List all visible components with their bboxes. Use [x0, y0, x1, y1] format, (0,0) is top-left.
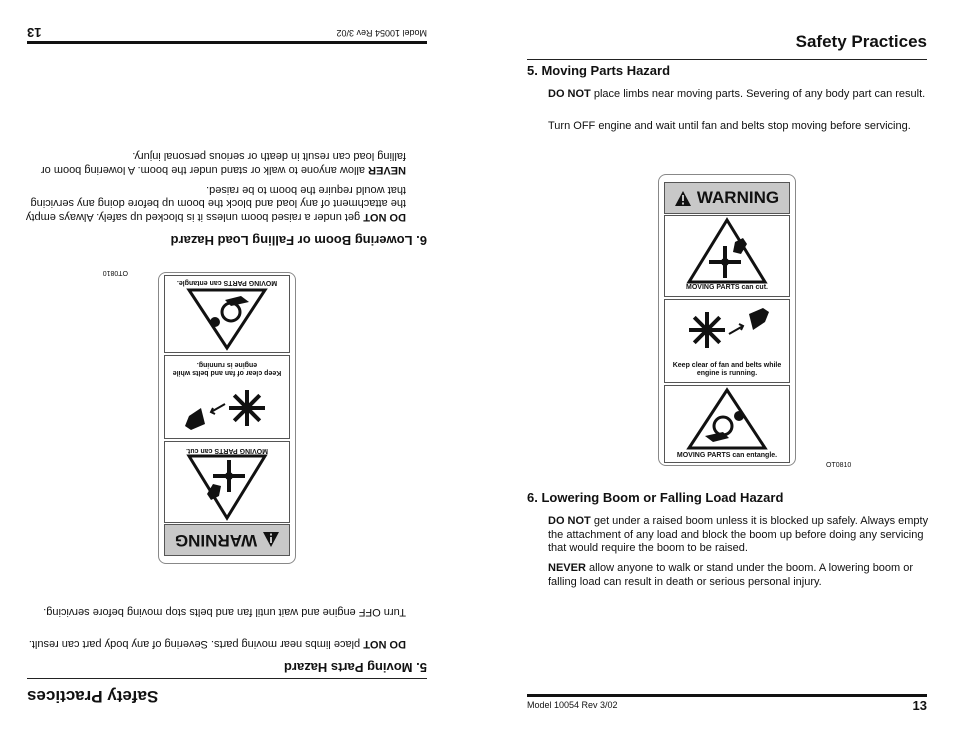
caption-keep-clear: Keep clear of fan and belts while engine is running.	[172, 361, 282, 376]
panel-entangle	[164, 275, 290, 353]
section-5-paragraph-1: DO NOT place limbs near moving parts. Severing of any body part can result.	[548, 88, 926, 100]
glove-hand-icon	[749, 308, 769, 330]
panel-cut	[164, 441, 290, 523]
right-page	[477, 0, 954, 738]
belt-entangle-icon	[665, 386, 789, 462]
section-6-heading: 6. Lowering Boom or Falling Load Hazard	[170, 233, 427, 248]
top-divider	[27, 678, 427, 679]
section-5-paragraph-2: Turn OFF engine and wait until fan and belts stop moving before servicing.	[43, 606, 406, 618]
panel-entangle	[664, 385, 790, 463]
model-rev: Model 10054 Rev 3/02	[527, 700, 618, 710]
label-code: OT0810	[826, 462, 852, 469]
warning-label	[158, 272, 296, 564]
warning-header: WARNING	[664, 182, 790, 214]
section-6-paragraph-2: NEVER allow anyone to walk or stand under the boom. A lowering boom or falling load can result in death or serious personal injury.	[40, 150, 406, 176]
top-divider	[527, 59, 927, 60]
label-code: OT0810	[102, 269, 128, 276]
fan-icon	[689, 312, 725, 348]
warning-triangle-icon	[263, 533, 279, 548]
section-6-paragraph-1: DO NOT get under a raised boom unless it is blocked up safely. Always empty the attachment of any load and block the boom up before doing any servicing that would require the boom to be raised.	[25, 184, 406, 223]
caption-cut: MOVING PARTS can cut.	[686, 284, 768, 291]
bottom-divider	[27, 41, 427, 44]
caption-cut: MOVING PARTS can cut.	[186, 447, 268, 454]
fan-icon	[229, 390, 265, 426]
section-6-heading: 6. Lowering Boom or Falling Load Hazard	[527, 490, 784, 505]
bottom-divider	[527, 694, 927, 697]
section-5-heading: 5. Moving Parts Hazard	[283, 660, 427, 675]
panel-cut	[664, 215, 790, 297]
fan-hand-icon	[165, 442, 289, 522]
caption-entangle: MOVING PARTS can entangle.	[176, 279, 278, 286]
section-6-paragraph-2: NEVER allow anyone to walk or stand under the boom. A lowering boom or falling load can result in death or serious personal injury.	[548, 562, 914, 588]
warning-label	[658, 174, 796, 466]
section-5-paragraph-1: DO NOT place limbs near moving parts. Severing of any body part can result.	[28, 638, 406, 650]
section-6-paragraph-1: DO NOT get under a raised boom unless it is blocked up safely. Always empty the attachment of any load and block the boom up before doing any servicing that would require the boom to be raised.	[548, 515, 929, 554]
caption-keep-clear: Keep clear of fan and belts while engine is running.	[672, 362, 782, 377]
page-number: 13	[912, 698, 927, 713]
page-number: 13	[27, 25, 42, 40]
model-rev: Model 10054 Rev 3/02	[336, 28, 427, 38]
warning-header: WARNING	[164, 524, 290, 556]
warning-triangle-icon	[675, 191, 691, 206]
section-5-paragraph-2: Turn OFF engine and wait until fan and belts stop moving before servicing.	[548, 120, 911, 132]
panel-keep-clear	[164, 355, 290, 439]
belt-entangle-icon	[165, 276, 289, 352]
page-title: Safety Practices	[27, 687, 159, 706]
caption-entangle: MOVING PARTS can entangle.	[676, 452, 778, 459]
panel-keep-clear	[664, 299, 790, 383]
page-title: Safety Practices	[795, 32, 927, 51]
section-5-heading: 5. Moving Parts Hazard	[527, 63, 671, 78]
glove-hand-icon	[185, 408, 205, 430]
